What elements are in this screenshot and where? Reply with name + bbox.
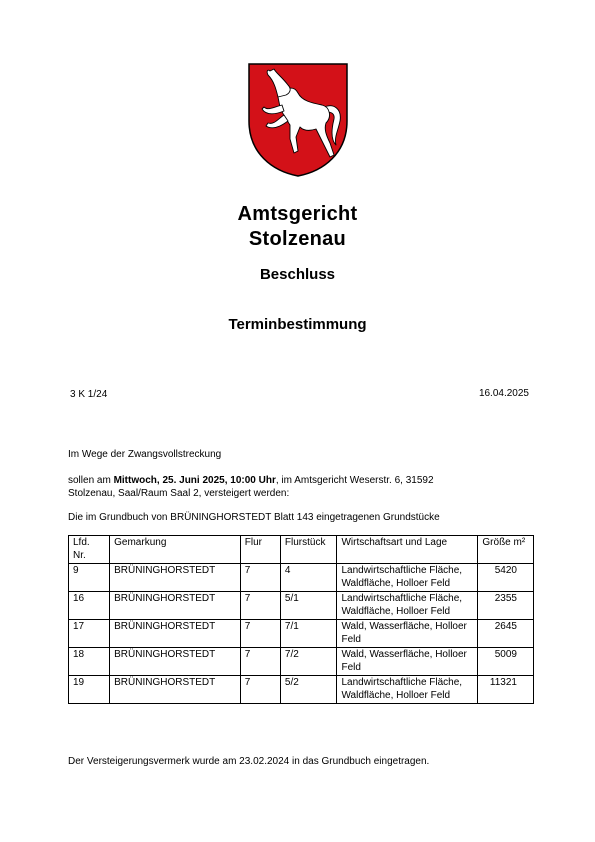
header-lfd-nr: Lfd. Nr. [69,536,110,564]
cell-wirtschaftsart: Landwirtschaftliche Fläche, Waldfläche, Holloer Feld [337,592,478,620]
cell-wirtschaftsart: Wald, Wasserfläche, Holloer Feld [337,620,478,648]
table-row [69,592,534,620]
table-row [69,620,534,648]
cell-flur: 7 [240,564,280,592]
header-gemarkung: Gemarkung [110,536,241,564]
cell-groesse: 2355 [478,592,534,620]
document-subject: Terminbestimmung [228,316,367,333]
header-wirtschaftsart: Wirtschaftsart und Lage [337,536,478,564]
cell-flurstueck: 5/2 [280,676,337,704]
appointment-datetime: Mittwoch, 25. Juni 2025, 10:00 Uhr [113,475,276,486]
cell-lfd-nr: 19 [69,676,110,704]
table-row [69,648,534,676]
intro-paragraph: Im Wege der Zwangsvollstreckung [68,449,222,460]
cell-groesse: 2645 [478,620,534,648]
cell-groesse: 5420 [478,564,534,592]
cell-gemarkung: BRÜNINGHORSTEDT [110,564,241,592]
cell-lfd-nr: 18 [69,648,110,676]
cell-flur: 7 [240,620,280,648]
cell-wirtschaftsart: Landwirtschaftliche Fläche, Waldfläche, Holloer Feld [337,564,478,592]
cell-lfd-nr: 9 [69,564,110,592]
cell-lfd-nr: 16 [69,592,110,620]
cell-groesse: 11321 [478,676,534,704]
cell-groesse: 5009 [478,648,534,676]
cell-flurstueck: 5/1 [280,592,337,620]
appointment-prefix: sollen am [68,475,114,486]
cell-gemarkung: BRÜNINGHORSTEDT [110,648,241,676]
header-flur: Flur [240,536,280,564]
table-header-row [69,536,534,564]
document-date: 16.04.2025 [478,388,529,399]
closing-paragraph: Der Versteigerungsvermerk wurde am 23.02.2024 in das Grundbuch eingetragen. [68,756,430,767]
header-flurstueck: Flurstück [280,536,337,564]
cell-wirtschaftsart: Landwirtschaftliche Fläche, Waldfläche, Holloer Feld [337,676,478,704]
cell-flur: 7 [240,648,280,676]
cell-flur: 7 [240,676,280,704]
court-name-line1: Amtsgericht [237,203,358,225]
cell-flurstueck: 4 [280,564,337,592]
table-row [69,676,534,704]
court-name-line2: Stolzenau [248,228,347,250]
document-type: Beschluss [259,266,336,283]
cell-gemarkung: BRÜNINGHORSTEDT [110,620,241,648]
cell-flurstueck: 7/2 [280,648,337,676]
cell-gemarkung: BRÜNINGHORSTEDT [110,676,241,704]
saxon-steed-crest-icon [248,63,348,177]
appointment-paragraph [68,474,468,500]
cell-lfd-nr: 17 [69,620,110,648]
property-table [68,535,534,704]
appointment-location: , im Amtsgericht Weserstr. 6, 31592 Stolzenau, Saal/Raum Saal 2, versteigert werden: [68,475,434,499]
register-paragraph: Die im Grundbuch von BRÜNINGHORSTEDT Blatt 143 eingetragenen Grundstücke [68,512,440,523]
cell-flurstueck: 7/1 [280,620,337,648]
case-number: 3 K 1/24 [70,389,108,400]
cell-flur: 7 [240,592,280,620]
header-groesse: Größe m² [478,536,534,564]
table-row [69,564,534,592]
cell-gemarkung: BRÜNINGHORSTEDT [110,592,241,620]
cell-wirtschaftsart: Wald, Wasserfläche, Holloer Feld [337,648,478,676]
